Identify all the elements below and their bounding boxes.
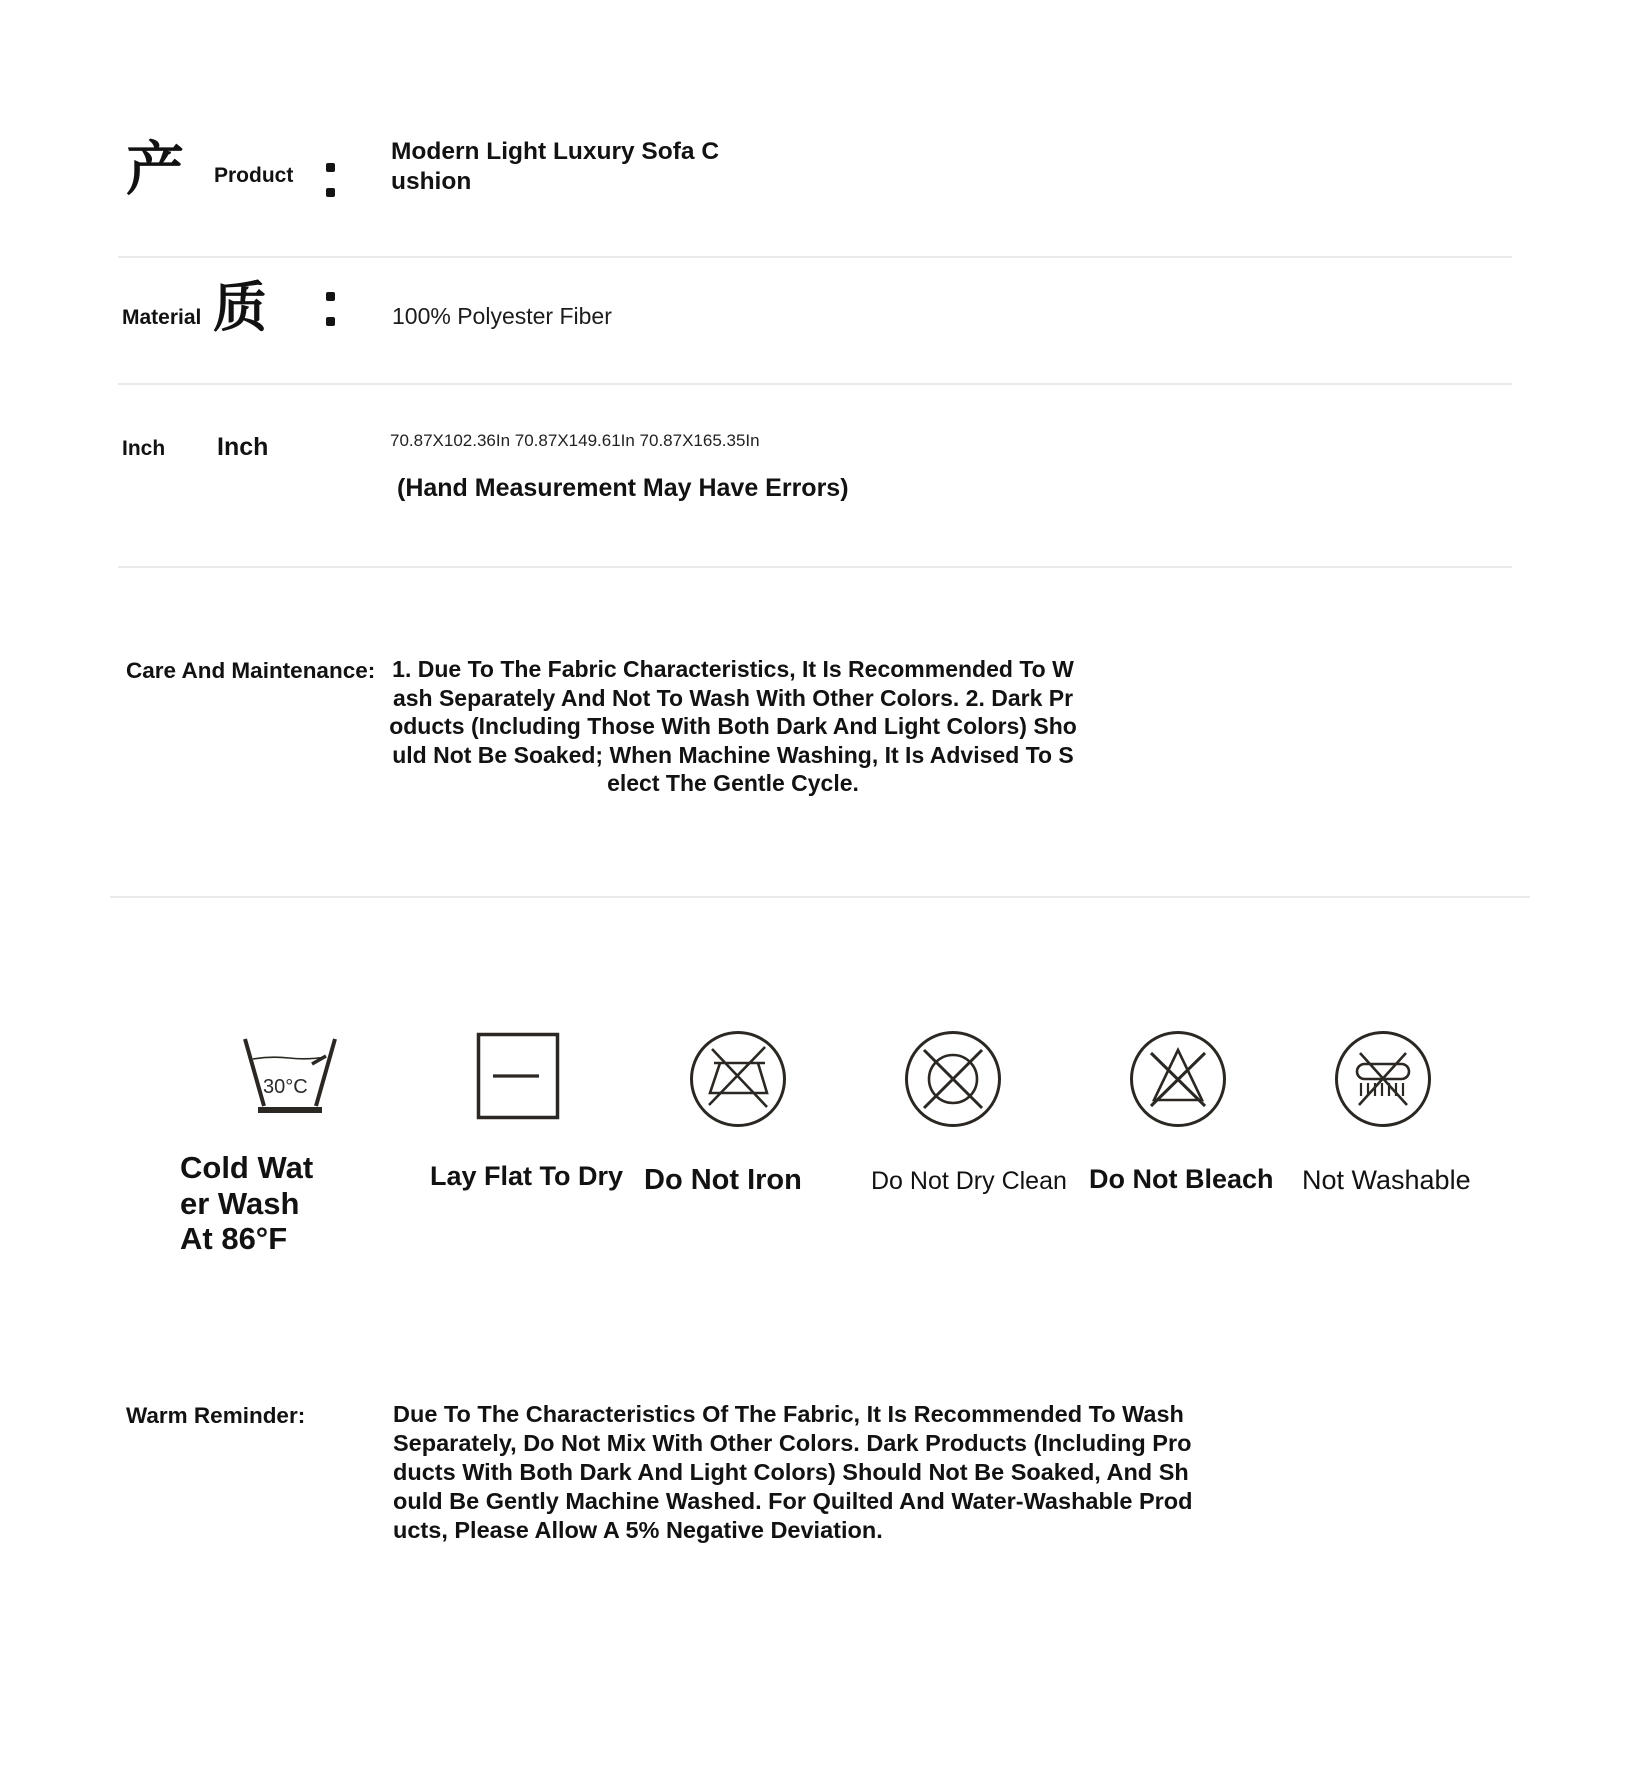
divider [118, 256, 1512, 258]
cold-water-wash-icon [233, 1036, 347, 1118]
material-cn-character: 质 [213, 278, 267, 338]
not-washable-icon [1333, 1029, 1433, 1129]
warm-reminder-text: Due To The Characteristics Of The Fabric, It Is Recommended To Wash Separately, Do Not Mix With Other Colors. Dark Products (Including Products With Both Dark And Light Colors) Should Not Be Soaked, And Should Be Gently Machine Washed. For Quilted And Water-Washable Products, Please Allow A 5% Negative Deviation. [393, 1401, 1193, 1543]
hand-measurement-note: (Hand Measurement May Have Errors) [397, 474, 849, 502]
product-title: Modern Light Luxury Sofa Cushion [391, 138, 720, 195]
material-label: Material [122, 306, 202, 329]
product-label: Product [214, 164, 294, 187]
inch-label-small: Inch [122, 437, 166, 460]
do-not-dry-clean-icon [903, 1029, 1003, 1129]
product-cn-character: 产 [126, 137, 185, 202]
lay-flat-to-dry-label: Lay Flat To Dry [430, 1161, 624, 1191]
colon-separator [326, 163, 335, 197]
do-not-dry-clean-label: Do Not Dry Clean [871, 1167, 1067, 1195]
do-not-iron-label: Do Not Iron [644, 1164, 802, 1196]
do-not-bleach-icon [1128, 1029, 1228, 1129]
do-not-bleach-label: Do Not Bleach [1089, 1164, 1274, 1194]
inch-sizes: 70.87X102.36In 70.87X149.61In 70.87X165.35In [390, 431, 760, 450]
divider [118, 383, 1512, 385]
lay-flat-to-dry-icon [476, 1032, 560, 1120]
material-value: 100% Polyester Fiber [392, 303, 612, 329]
do-not-iron-icon [688, 1029, 788, 1129]
divider [118, 566, 1512, 568]
warm-reminder-label: Warm Reminder: [126, 1403, 306, 1428]
care-maintenance-label: Care And Maintenance: [126, 658, 376, 683]
divider [110, 896, 1530, 898]
not-washable-label: Not Washable [1302, 1165, 1471, 1195]
colon-separator [326, 292, 335, 326]
inch-label-large: Inch [217, 433, 269, 461]
care-maintenance-text: 1. Due To The Fabric Characteristics, It Is Recommended To Wash Separately And Not To Wash With Other Colors. 2. Dark Products (Including Those With Both Dark And Light Colors) Should Not Be Soaked; When Machine Washing, It Is Advised To Select The Gentle Cycle. [389, 656, 1077, 796]
cold-water-wash-label: Cold Water Wash At 86°F [180, 1150, 314, 1256]
svg-text:30°C: 30°C [263, 1076, 308, 1098]
